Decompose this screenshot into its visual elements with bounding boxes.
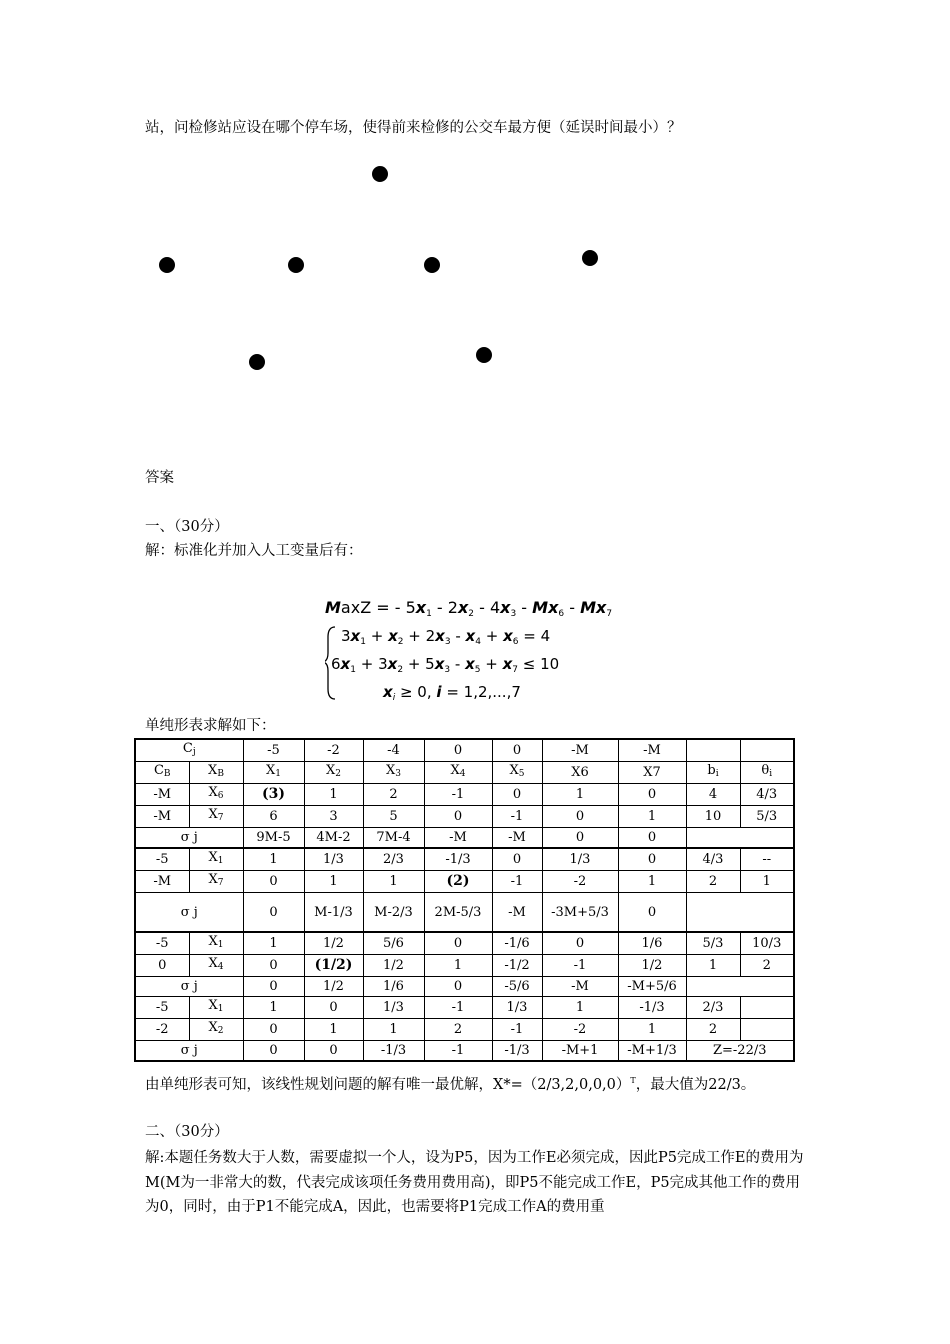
table-cell: M-1/3: [304, 893, 363, 933]
table-cell: 0: [618, 784, 686, 806]
sigma-label-cell: σ j: [135, 977, 243, 997]
table-cell: $X_7$: [189, 806, 243, 828]
table-cell: 0: [424, 977, 492, 997]
header-cell: X7: [618, 762, 686, 784]
table-cell: -5: [135, 848, 189, 871]
table-cell: -1: [492, 1019, 542, 1041]
sigma-label-cell: σ j: [135, 828, 243, 849]
table-cell: 4/3: [740, 784, 794, 806]
svg-text:MaxZ = - 5x1 - 2x2 - 4x3 - Mx6: MaxZ = - 5x1 - 2x2 - 4x3 - Mx6 - Mx7: [325, 598, 613, 619]
table-cell: -1/6: [492, 932, 542, 955]
table-cell: -1/3: [618, 997, 686, 1019]
table-cell: [686, 828, 794, 849]
table-cell: -M+1: [542, 1041, 618, 1062]
table-cell: 1: [304, 1019, 363, 1041]
sigma-label-cell: σ j: [135, 893, 243, 933]
table-cell: 1: [542, 997, 618, 1019]
table-cell: $X_1$: [189, 997, 243, 1019]
simplex-table: [134, 738, 795, 1062]
table-cell: 2M-5/3: [424, 893, 492, 933]
header-cell: $X_4$: [424, 762, 492, 784]
table-cell: 0: [304, 997, 363, 1019]
header-cell: X6: [542, 762, 618, 784]
section1-conclusion: [145, 1069, 755, 1097]
header-cell: $X_B$: [189, 762, 243, 784]
table-cell: 0: [424, 932, 492, 955]
table-cell: 0: [542, 828, 618, 849]
parking-dot: [424, 257, 440, 273]
table-cell: 0: [542, 932, 618, 955]
table-cell: 2/3: [363, 848, 424, 871]
table-row: [135, 997, 794, 1019]
table-cell: -M: [135, 806, 189, 828]
table-cell: 0: [135, 955, 189, 977]
table-cell: 0: [492, 784, 542, 806]
table-cell: M-2/3: [363, 893, 424, 933]
section2-body: 解:本题任务数大于人数，需要虚拟一个人，设为P5，因为工作E必须完成，因此P5完成工作E的费用为M(M为一非常大的数，代表完成该项任务费用费用高)，即P5不能完成工作E，P5完成其他工作的费用为0，同时，由于P1不能完成A，因此，也需要将P1完成工作A的费用重: [145, 1150, 804, 1215]
table-cell: 2: [363, 784, 424, 806]
table-cell: [686, 977, 794, 997]
table-cell: -2: [542, 871, 618, 893]
parking-dot: [582, 250, 598, 266]
table-cell: 6: [243, 806, 304, 828]
table-cell: 0: [424, 806, 492, 828]
conclusion-text-a: 由单纯形表可知，该线性规划问题的解有唯一最优解，X*=（2/3,2,0,0,0）: [145, 1076, 631, 1093]
table-cell: 0: [243, 871, 304, 893]
table-cell: -M: [492, 828, 542, 849]
header-cell: [686, 739, 740, 762]
header-cell: [740, 739, 794, 762]
table-cell: 0: [618, 828, 686, 849]
table-cell: -1: [424, 1041, 492, 1062]
table-cell: 1: [618, 871, 686, 893]
table-cell: $X_1$: [189, 848, 243, 871]
conclusion-text-b: ，最大值为22/3。: [635, 1076, 756, 1093]
transpose-mark: T: [630, 1076, 636, 1085]
table-cell: 1/3: [363, 997, 424, 1019]
table-cell: -M: [492, 893, 542, 933]
table-cell: 1: [424, 955, 492, 977]
table-cell: 1/2: [618, 955, 686, 977]
intro-line: 站，问检修站应设在哪个停车场，使得前来检修的公交车最方便（延误时间最小）？: [145, 120, 682, 136]
table-cell: 10/3: [740, 932, 794, 955]
table-cell: -1/3: [363, 1041, 424, 1062]
table-cell: [686, 893, 794, 933]
table-cell: 3: [304, 806, 363, 828]
table-cell: 2: [740, 955, 794, 977]
table-cell: [740, 997, 794, 1019]
table-row: [135, 848, 794, 871]
table-cell: -M: [542, 977, 618, 997]
header-cell: $X_3$: [363, 762, 424, 784]
table-cell: -M: [135, 871, 189, 893]
header-cell: $C_j$: [135, 739, 243, 762]
table-cell: -5: [135, 932, 189, 955]
table-cell: -M: [135, 784, 189, 806]
table-cell: -1: [492, 871, 542, 893]
table-cell: 2/3: [686, 997, 740, 1019]
table-cell: -M+5/6: [618, 977, 686, 997]
table-cell: 10: [686, 806, 740, 828]
table-cell: 1: [304, 871, 363, 893]
header-cell: -5: [243, 739, 304, 762]
table-cell: 1/2: [363, 955, 424, 977]
table-cell: -1: [492, 806, 542, 828]
table-cell: 1: [243, 932, 304, 955]
table-cell: 0: [492, 848, 542, 871]
table-cell: 1/2: [304, 977, 363, 997]
table-cell: 1/6: [363, 977, 424, 997]
table-cell: 0: [618, 848, 686, 871]
header-cell: $C_B$: [135, 762, 189, 784]
table-cell: 7M-4: [363, 828, 424, 849]
table-row: [135, 806, 794, 828]
table-cell: $X_4$: [189, 955, 243, 977]
table-cell: [740, 1019, 794, 1041]
table-row: [135, 1041, 794, 1062]
table-row: [135, 871, 794, 893]
table-cell: 0: [243, 977, 304, 997]
table-cell: -3M+5/3: [542, 893, 618, 933]
table-cell: -M: [424, 828, 492, 849]
section1-intro: 解：标准化并加入人工变量后有：: [145, 543, 363, 559]
table-row: [135, 977, 794, 997]
header-cell: -M: [542, 739, 618, 762]
table-cell: 1: [243, 848, 304, 871]
table-cell: 9M-5: [243, 828, 304, 849]
table-cell: -5/6: [492, 977, 542, 997]
table-cell: $X_7$: [189, 871, 243, 893]
table-cell: 1: [304, 784, 363, 806]
table-cell: --: [740, 848, 794, 871]
table-cell: -2: [135, 1019, 189, 1041]
table-cell: 5/6: [363, 932, 424, 955]
table-cell: 1/6: [618, 932, 686, 955]
table-row: [135, 784, 794, 806]
table-cell: (3): [243, 784, 304, 806]
table-cell: 0: [243, 955, 304, 977]
table-cell: 1/3: [304, 848, 363, 871]
table-cell: -1/2: [492, 955, 542, 977]
parking-dot: [249, 354, 265, 370]
table-cell: 1: [618, 806, 686, 828]
table-cell: -5: [135, 997, 189, 1019]
table-cell: (1/2): [304, 955, 363, 977]
header-cell: -M: [618, 739, 686, 762]
table-cell: 2: [686, 871, 740, 893]
header-cell: 0: [492, 739, 542, 762]
table-row: [135, 932, 794, 955]
svg-text:3x1 + x2 + 2x3 - x4 + x6 = 4: $3x_1 + x_2 + 2x_3 - x_4 + x_6 = 4$: [341, 627, 551, 647]
table-caption: 单纯形表求解如下：: [145, 718, 276, 734]
lp-model-formula: [325, 593, 645, 705]
table-cell: 1: [740, 871, 794, 893]
table-cell: -M+1/3: [618, 1041, 686, 1062]
parking-dot: [372, 166, 388, 182]
table-cell: 0: [542, 806, 618, 828]
parking-dot: [159, 257, 175, 273]
table-cell: 0: [243, 1041, 304, 1062]
table-cell: 0: [618, 893, 686, 933]
section1-heading: 一、（30分）: [145, 519, 229, 535]
table-cell: 1: [363, 1019, 424, 1041]
header-cell: $\theta_i$: [740, 762, 794, 784]
table-cell: 4: [686, 784, 740, 806]
table-cell: 5/3: [740, 806, 794, 828]
table-cell: 1: [542, 784, 618, 806]
svg-text:6x1 + 3x2 + 5x3 - x5 + x7 ≤ 10: $6x_1 + 3x_2 + 5x_3 - x_5 + x_7 \le 10$: [331, 655, 560, 675]
header-cell: -4: [363, 739, 424, 762]
table-cell: 0: [243, 893, 304, 933]
table-cell: -1/3: [424, 848, 492, 871]
answer-heading: 答案: [145, 470, 174, 486]
table-cell: -2: [542, 1019, 618, 1041]
table-row: [135, 828, 794, 849]
sigma-label-cell: σ j: [135, 1041, 243, 1062]
header-cell: 0: [424, 739, 492, 762]
table-cell: 0: [243, 1019, 304, 1041]
table-cell: -1: [542, 955, 618, 977]
parking-dot: [476, 347, 492, 363]
header-cell: -2: [304, 739, 363, 762]
table-cell: -1: [424, 784, 492, 806]
table-cell: $X_1$: [189, 932, 243, 955]
table-row: [135, 1019, 794, 1041]
table-cell: 4M-2: [304, 828, 363, 849]
table-cell: 1: [618, 1019, 686, 1041]
table-cell: 1: [363, 871, 424, 893]
header-cell: $X_1$: [243, 762, 304, 784]
svg-text:xi ≥ 0, i = 1,2,...,7: $x_i \ge 0$, i = 1,2,...,7: [383, 683, 521, 703]
table-cell: 2: [686, 1019, 740, 1041]
table-cell: 1/3: [542, 848, 618, 871]
table-cell: Z=-22/3: [686, 1041, 794, 1062]
table-cell: -1: [424, 997, 492, 1019]
parking-dot: [288, 257, 304, 273]
table-cell: $X_6$: [189, 784, 243, 806]
table-cell: 4/3: [686, 848, 740, 871]
table-cell: (2): [424, 871, 492, 893]
table-cell: -1/3: [492, 1041, 542, 1062]
table-cell: 1: [686, 955, 740, 977]
header-cell: $X_5$: [492, 762, 542, 784]
section2-heading: 二、（30分）: [145, 1124, 229, 1140]
header-cell: $b_i$: [686, 762, 740, 784]
table-cell: 2: [424, 1019, 492, 1041]
header-cell: $X_2$: [304, 762, 363, 784]
table-header-row: [135, 739, 794, 762]
table-row: [135, 955, 794, 977]
table-cell: 0: [304, 1041, 363, 1062]
table-cell: 5: [363, 806, 424, 828]
table-row: [135, 893, 794, 933]
table-cell: 5/3: [686, 932, 740, 955]
table-cell: 1/2: [304, 932, 363, 955]
table-cell: 1: [243, 997, 304, 1019]
table-cell: 1/3: [492, 997, 542, 1019]
table-header-row: [135, 762, 794, 784]
table-cell: $X_2$: [189, 1019, 243, 1041]
